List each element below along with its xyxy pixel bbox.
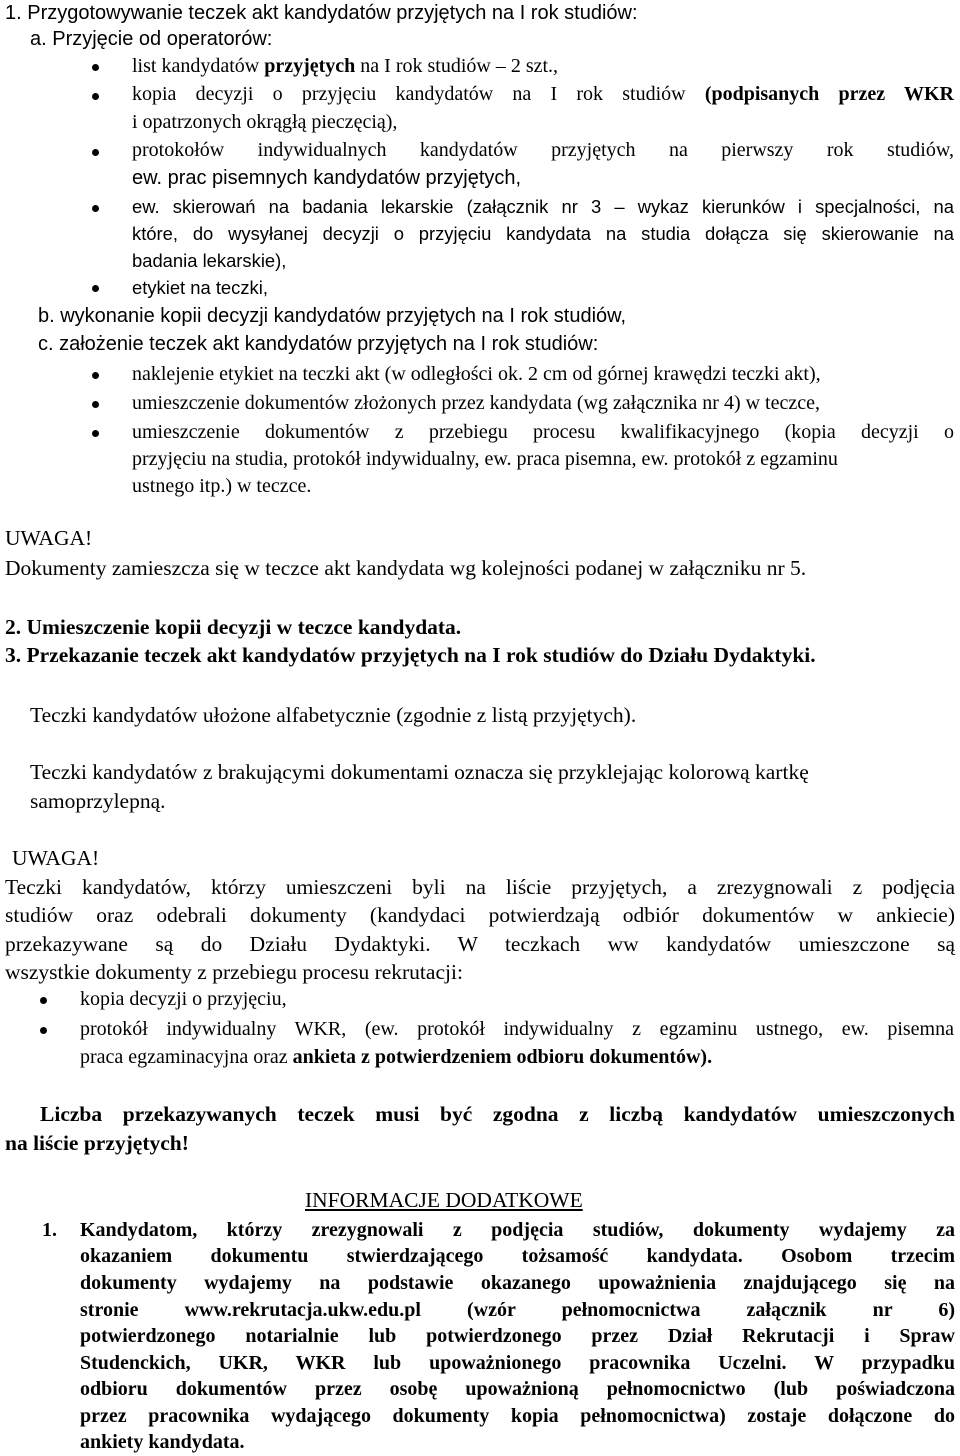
- info-item-line: Kandydatom, którzy zrezygnowali z podjęcia studiów, dokumenty wydajemy za: [80, 1219, 955, 1241]
- list-item: protokołów indywidualnych kandydatów przyjętych na pierwszy rok studiów,: [132, 139, 954, 161]
- list-item: kopia decyzji o przyjęciu kandydatów na I rok studiów (podpisanych przez WKR: [132, 83, 955, 105]
- list-item: umieszczenie dokumentów z przebiegu procesu kwalifikacyjnego (kopia decyzji o: [132, 421, 954, 443]
- bullet-icon: [92, 64, 99, 71]
- bullet-icon: [92, 401, 99, 408]
- note-label: UWAGA!: [12, 846, 100, 870]
- list-item-continuation: które, do wysyłanej decyzji o przyjęciu kandydata na studia dołącza się skierowanie na: [132, 223, 954, 244]
- paragraph: Teczki kandydatów z brakującymi dokumentami oznacza się przyklejając kolorową kartkę: [30, 760, 809, 784]
- bullet-icon: [40, 1027, 47, 1034]
- list-item: protokół indywidualny WKR, (ew. protokół indywidualny z egzaminu ustnego, ew. pisemna: [80, 1018, 954, 1040]
- note-text: wszystkie dokumenty z przebiegu procesu rekrutacji:: [5, 960, 463, 984]
- list-item: kopia decyzji o przyjęciu,: [80, 988, 287, 1010]
- bullet-icon: [92, 372, 99, 379]
- list-item-continuation: i opatrzonych okrągłą pieczęcią),: [132, 111, 398, 133]
- section-1a-label: a. Przyjęcie od operatorów:: [30, 28, 273, 50]
- list-item: naklejenie etykiet na teczki akt (w odległości ok. 2 cm od górnej krawędzi teczki akt),: [132, 363, 821, 385]
- section-3-heading: 3. Przekazanie teczek akt kandydatów przyjętych na I rok studiów do Działu Dydaktyki.: [5, 643, 816, 667]
- list-item-continuation: ew. prac pisemnych kandydatów przyjętych,: [132, 167, 522, 189]
- info-item-line: stronie www.rekrutacja.ukw.edu.pl (wzór pełnomocnictwa załącznik nr 6): [80, 1299, 955, 1321]
- info-item-line: odbioru dokumentów przez osobę upoważnioną pełnomocnictwo (lub poświadczona: [80, 1378, 955, 1400]
- list-item: ew. skierowań na badania lekarskie (załącznik nr 3 – wykaz kierunków i specjalności, na: [132, 196, 954, 217]
- bullet-icon: [92, 149, 99, 156]
- paragraph: Teczki kandydatów ułożone alfabetycznie (zgodnie z listą przyjętych).: [30, 703, 637, 727]
- info-title: INFORMACJE DODATKOWE: [305, 1188, 583, 1212]
- note-text: Teczki kandydatów, którzy umieszczeni byli na liście przyjętych, a zrezygnowali z podjęcia: [5, 875, 955, 899]
- bullet-icon: [92, 430, 99, 437]
- list-item-continuation: ustnego itp.) w teczce.: [132, 475, 312, 497]
- note-text: Dokumenty zamieszcza się w teczce akt kandydata wg kolejności podanej w załączniku nr 5.: [5, 556, 807, 580]
- info-item-line: ankiety kandydata.: [80, 1431, 245, 1453]
- info-item-line: potwierdzonego notarialnie lub potwierdzonego przez Dział Rekrutacji i Spraw: [80, 1325, 955, 1347]
- note-text: studiów oraz odebrali dokumenty (kandydaci potwierdzają odbiór dokumentów w ankiecie): [5, 903, 955, 927]
- bullet-icon: [92, 93, 99, 100]
- section-2-heading: 2. Umieszczenie kopii decyzji w teczce kandydata.: [5, 615, 462, 639]
- closing-statement-continuation: na liście przyjętych!: [5, 1131, 189, 1155]
- list-item-continuation: przyjęciu na studia, protokół indywidualny, ew. praca pisemna, ew. protokół z egzaminu: [132, 448, 838, 470]
- list-item: list kandydatów przyjętych na I rok studiów – 2 szt.,: [132, 55, 559, 77]
- list-item-continuation: praca egzaminacyjna oraz ankieta z potwierdzeniem odbioru dokumentów).: [80, 1046, 713, 1068]
- section-1b-label: b. wykonanie kopii decyzji kandydatów przyjętych na I rok studiów,: [38, 305, 627, 327]
- bullet-icon: [92, 205, 99, 212]
- section-1-heading: 1. Przygotowywanie teczek akt kandydatów przyjętych na I rok studiów:: [5, 2, 638, 24]
- info-item-line: Studenckich, UKR, WKR lub upoważnionego pracownika Uczelni. W przypadku: [80, 1352, 955, 1374]
- info-item-number: 1.: [42, 1219, 57, 1241]
- section-1c-label: c. założenie teczek akt kandydatów przyjętych na I rok studiów:: [38, 333, 599, 355]
- info-item-line: przez pracownika wydającego dokumenty kopia pełnomocnictwa) zostaje dołączone do: [80, 1405, 955, 1427]
- info-item-line: okazaniem dokumentu stwierdzającego tożsamość kandydata. Osobom trzecim: [80, 1245, 955, 1267]
- info-item-line: dokumenty wydajemy na podstawie okazanego upoważnienia znajdującego się na: [80, 1272, 955, 1294]
- bullet-icon: [40, 997, 47, 1004]
- list-item: etykiet na teczki,: [132, 277, 268, 298]
- note-label: UWAGA!: [5, 526, 93, 550]
- bullet-icon: [92, 285, 99, 292]
- paragraph-continuation: samoprzylepną.: [30, 789, 166, 813]
- closing-statement: Liczba przekazywanych teczek musi być zgodna z liczbą kandydatów umieszczonych: [40, 1102, 955, 1126]
- note-text: przekazywane są do Działu Dydaktyki. W teczkach ww kandydatów umieszczone są: [5, 932, 955, 956]
- list-item: umieszczenie dokumentów złożonych przez kandydata (wg załącznika nr 4) w teczce,: [132, 392, 820, 414]
- list-item-continuation: badania lekarskie),: [132, 250, 287, 271]
